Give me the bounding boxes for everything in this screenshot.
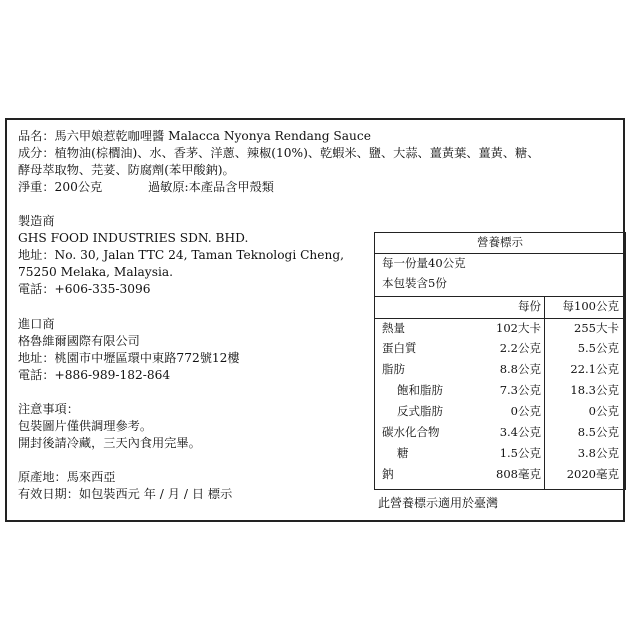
nutrient-name: 熱量 [382,321,405,335]
manufacturer-address-1: 地址：No. 30, Jalan TTC 24, Taman Teknologi Cheng, [18,248,345,262]
nutrient-row [375,402,625,421]
importer-heading: 進口商 [18,317,55,331]
servings-per-package: 本包裝含5份 [382,276,447,290]
column-header-per-100g: 每100公克 [562,299,619,313]
nutrient-row [375,444,625,463]
nutrient-row [375,465,625,484]
nutrient-name: 蛋白質 [382,341,417,355]
nutrition-footnote: 此營養標示適用於臺灣 [378,496,499,510]
manufacturer-name: GHS FOOD INDUSTRIES SDN. BHD. [18,231,249,245]
nutrient-row [375,381,625,400]
nutrition-title: 營養標示 [477,235,523,249]
notice-line-1: 包裝圖片僅供調理參考。 [18,419,153,433]
notice-heading: 注意事項： [18,402,79,416]
ingredients-line-1: 成分：植物油(棕櫚油)、水、香茅、洋蔥、辣椒(10%)、乾蝦米、鹽、大蒜、薑黃葉、薑黃、糖、 [18,146,540,160]
ingredients-line-2: 酵母萃取物、芫荽、防腐劑(苯甲酸鈉)。 [18,163,235,177]
nutrient-per-100g: 2020毫克 [566,467,619,481]
nutrient-per-100g: 18.3公克 [570,383,619,397]
nutrient-per-serving: 3.4公克 [499,425,541,439]
nutrient-per-100g: 255大卡 [574,321,619,335]
nutrient-per-100g: 0公克 [588,404,619,418]
expiry-date: 有效日期：如包裝西元 年 / 月 / 日 標示 [18,487,233,501]
nutrient-name: 飽和脂肪 [397,383,443,397]
manufacturer-phone: 電話：+606-335-3096 [18,282,151,296]
nutrient-per-100g: 8.5公克 [577,425,619,439]
nutrient-row [375,360,625,379]
net-weight: 淨重：200公克 [18,180,103,194]
nutrient-per-serving: 2.2公克 [499,341,541,355]
allergen-info: 過敏原:本產品含甲殼類 [148,180,274,194]
nutrient-per-100g: 5.5公克 [577,341,619,355]
nutrient-per-serving: 8.8公克 [499,362,541,376]
nutrient-name: 反式脂肪 [397,404,443,418]
manufacturer-heading: 製造商 [18,214,55,228]
nutrient-row [375,423,625,442]
nutrition-facts-table [374,232,626,490]
nutrient-row [375,318,625,338]
column-header-per-serving: 每份 [518,299,541,313]
nutrient-per-100g: 22.1公克 [570,362,619,376]
nutrient-per-serving: 102大卡 [496,321,541,335]
nutrient-name: 糖 [397,446,409,460]
country-of-origin: 原產地：馬來西亞 [18,470,116,484]
nutrient-per-serving: 1.5公克 [499,446,541,460]
importer-address: 地址：桃園市中壢區環中東路772號12樓 [18,351,240,365]
nutrient-row [375,339,625,358]
importer-phone: 電話：+886-989-182-864 [18,368,171,382]
nutrient-per-100g: 3.8公克 [577,446,619,460]
importer-name: 格魯維爾國際有限公司 [18,334,140,348]
serving-size: 每一份量40公克 [382,256,466,270]
nutrient-name: 碳水化合物 [382,425,440,439]
notice-line-2: 開封後請冷藏，三天內食用完畢。 [18,436,201,450]
product-name: 品名：馬六甲娘惹乾咖哩醬 Malacca Nyonya Rendang Sauce [18,129,371,143]
nutrient-per-serving: 7.3公克 [499,383,541,397]
nutrient-per-serving: 0公克 [510,404,541,418]
nutrient-name: 脂肪 [382,362,405,376]
manufacturer-address-2: 75250 Melaka, Malaysia. [18,265,173,279]
nutrient-per-serving: 808毫克 [496,467,541,481]
nutrient-name: 鈉 [382,467,394,481]
